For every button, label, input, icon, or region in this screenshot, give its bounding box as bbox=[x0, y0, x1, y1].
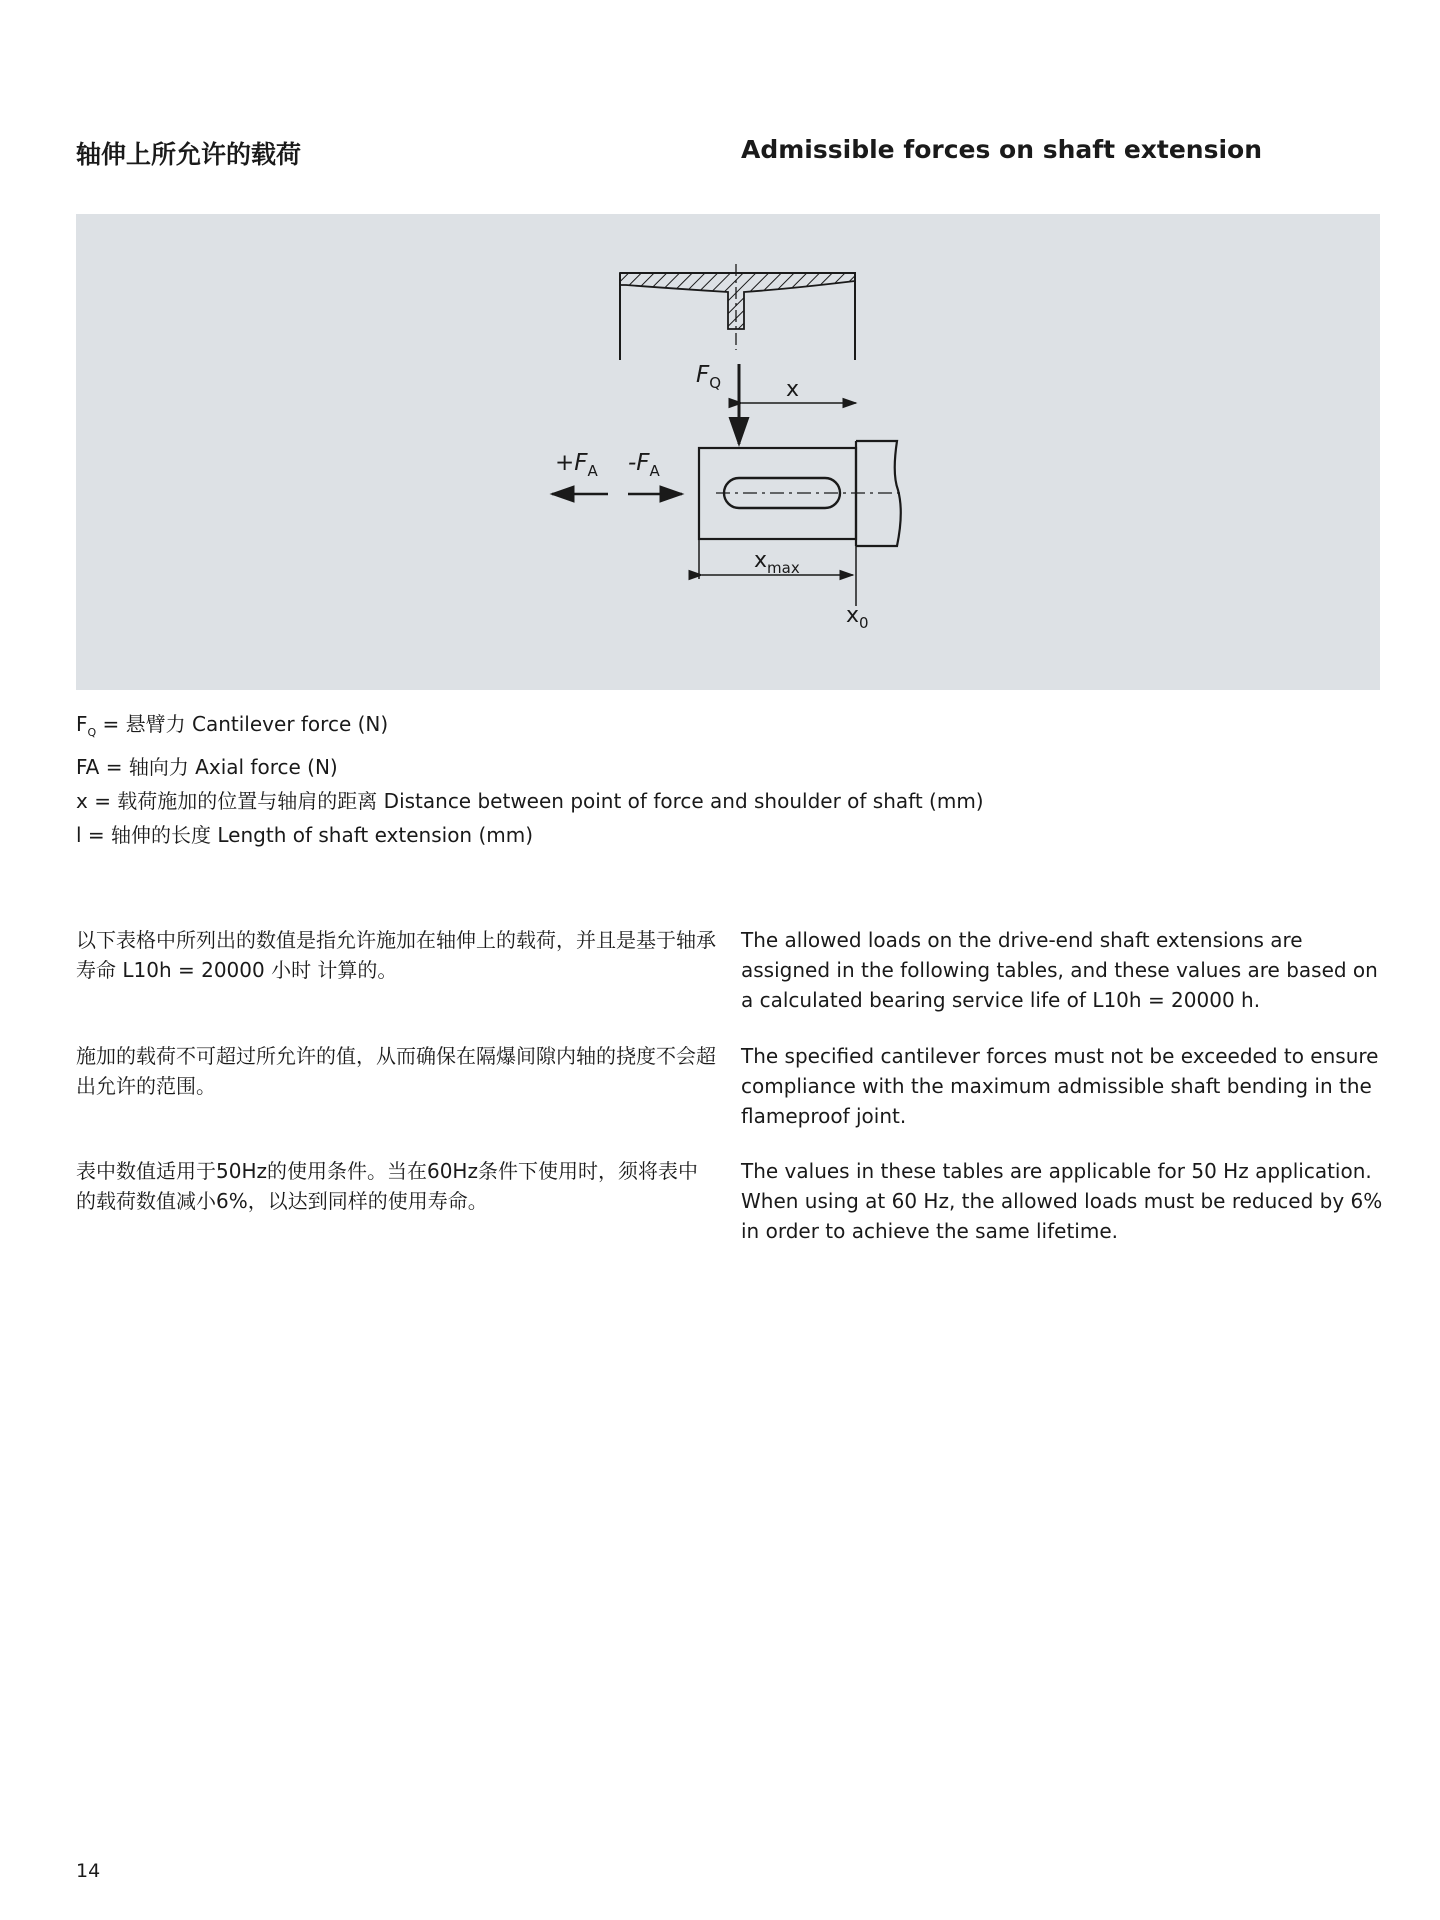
shaft bbox=[699, 441, 902, 546]
label-xmax: $x_{max}$ bbox=[754, 548, 800, 577]
page-title-en: Admissible forces on shaft extension bbox=[741, 135, 1263, 164]
paragraph-3-en: The values in these tables are applicable for 50 Hz application. When using at 60 Hz, the allowed loads must be reduced by 6% in order to achieve the same lifetime. bbox=[741, 1159, 1383, 1243]
hub-section bbox=[620, 264, 855, 360]
label-minus-fa: $-F_A$ bbox=[628, 450, 660, 480]
page-title-cn: 轴伸上所允许的载荷 bbox=[76, 140, 302, 169]
label-fq: $F_Q$ bbox=[696, 362, 722, 392]
paragraph-1-en: The allowed loads on the drive-end shaft extensions are assigned in the following tables, and these values are based on a calculated bearing service life of L10h = 20000 h. bbox=[741, 928, 1378, 1012]
paragraph-1-cn: 以下表格中所列出的数值是指允许施加在轴伸上的载荷，并且是基于轴承寿命 L10h = 20000 小时 计算的。 bbox=[76, 928, 716, 982]
page-number: 14 bbox=[76, 1860, 101, 1882]
legend-fa: FA = 轴向力 Axial force (N) bbox=[76, 755, 338, 779]
legend-fq: $F_Q$ = 悬臂力 Cantilever force (N) bbox=[76, 712, 389, 739]
shaft-diagram bbox=[76, 214, 1380, 690]
paragraph-2-cn: 施加的载荷不可超过所允许的值，从而确保在隔爆间隙内轴的挠度不会超出允许的范围。 bbox=[76, 1044, 716, 1098]
legend-x: x = 载荷施加的位置与轴肩的距离 Distance between point of force and shoulder of shaft (mm) bbox=[76, 789, 984, 813]
label-x0: $x_0$ bbox=[846, 603, 869, 632]
shaft-diagram-panel bbox=[76, 214, 1380, 690]
label-x: x bbox=[786, 377, 800, 402]
legend-l: l = 轴伸的长度 Length of shaft extension (mm) bbox=[76, 823, 534, 847]
symbol-legend bbox=[76, 707, 984, 852]
label-plus-fa: $+F_A$ bbox=[555, 450, 598, 480]
paragraph-2-en: The specified cantilever forces must not be exceeded to ensure compliance with the maximum admissible shaft bending in the flameproof joint. bbox=[741, 1044, 1379, 1128]
paragraph-3-cn: 表中数值适用于50Hz的使用条件。当在60Hz条件下使用时，须将表中的载荷数值减小6%，以达到同样的使用寿命。 bbox=[76, 1159, 698, 1213]
